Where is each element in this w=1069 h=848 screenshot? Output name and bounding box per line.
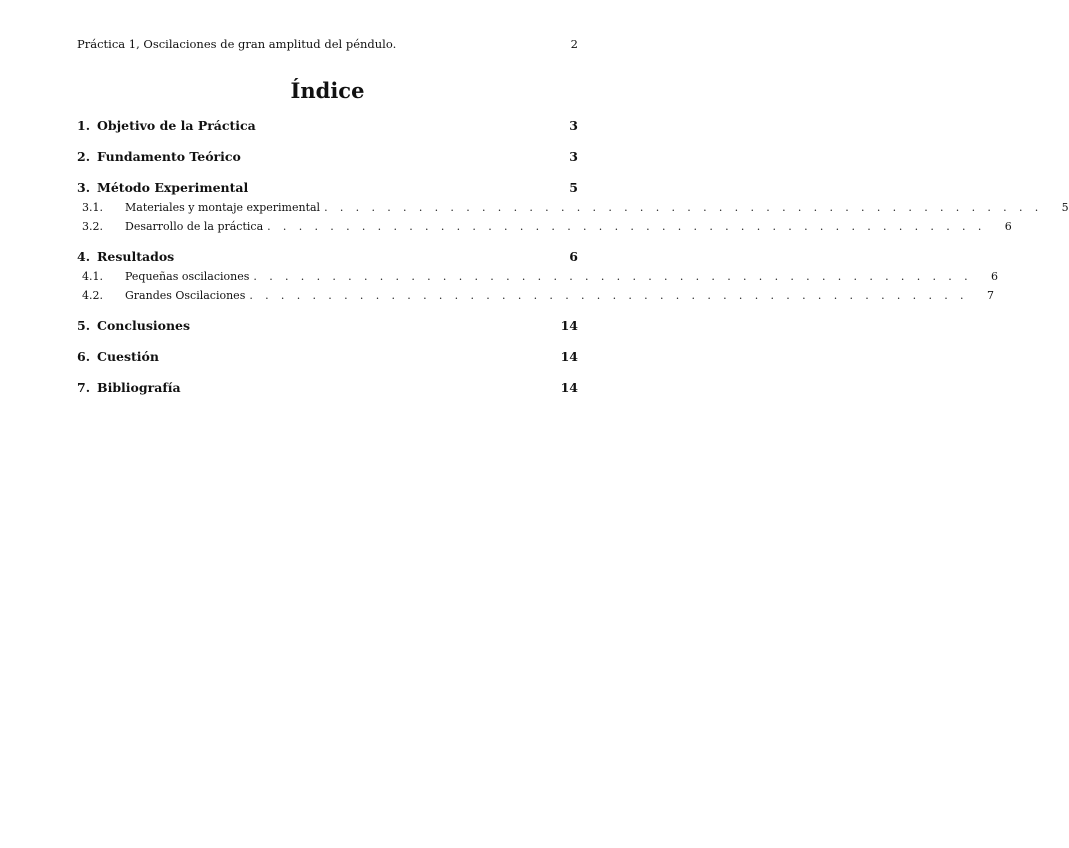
toc-leader-dots: . . . . . . . . . . . . . . . . . . . . . . . . . . . . . . . . . . . . . . . . . . . . . .	[249, 289, 968, 302]
toc-section-title: Bibliografía	[97, 380, 181, 395]
toc-subsection-3-1[interactable]	[77, 201, 1069, 215]
toc-subsection-title: Grandes Oscilaciones	[125, 289, 246, 302]
toc-section-title: Fundamento Teórico	[97, 149, 241, 164]
toc-section-page: 14	[560, 318, 578, 333]
toc-section-number: 5.	[77, 318, 91, 333]
toc-section-number: 4.	[77, 249, 91, 264]
toc-section-page: 5	[569, 180, 578, 195]
toc-section-title: Objetivo de la Práctica	[97, 118, 256, 133]
toc-section-page: 14	[560, 349, 578, 364]
toc-subsection-page: 5	[1061, 201, 1069, 214]
toc-section-number: 2.	[77, 149, 91, 164]
toc-subsection-number: 4.2.	[82, 289, 103, 302]
toc-section-3[interactable]	[77, 180, 578, 196]
toc-section-number: 3.	[77, 180, 91, 195]
running-title: Práctica 1, Oscilaciones de gran amplitud del péndulo.	[77, 37, 397, 51]
toc-subsection-4-1[interactable]	[77, 270, 998, 284]
toc-subsection-title: Pequeñas oscilaciones	[125, 270, 250, 283]
toc-leader-dots: . . . . . . . . . . . . . . . . . . . . . . . . . . . . . . . . . . . . . . . . . . . . . .	[324, 201, 1043, 214]
toc-subsection-title: Materiales y montaje experimental	[125, 201, 321, 214]
toc-subsection-number: 4.1.	[82, 270, 103, 283]
toc-section-title: Cuestión	[97, 349, 159, 364]
toc-section-2[interactable]	[77, 149, 578, 165]
toc-section-4[interactable]	[77, 249, 578, 265]
toc-title: Índice	[290, 78, 365, 103]
page-number: 2	[570, 37, 578, 51]
toc-subsection-page: 6	[1004, 220, 1012, 233]
toc-section-1[interactable]	[77, 118, 578, 134]
toc-leader-dots: . . . . . . . . . . . . . . . . . . . . . . . . . . . . . . . . . . . . . . . . . . . . . .	[267, 220, 986, 233]
toc-section-6[interactable]	[77, 349, 578, 365]
toc-subsection-3-2[interactable]	[77, 220, 1012, 234]
toc-leader-dots: . . . . . . . . . . . . . . . . . . . . . . . . . . . . . . . . . . . . . . . . . . . . . .	[253, 270, 972, 283]
running-header	[77, 36, 578, 52]
toc-subsection-title: Desarrollo de la práctica	[125, 220, 264, 233]
toc-section-title: Método Experimental	[97, 180, 249, 195]
toc-subsection-number: 3.1.	[82, 201, 103, 214]
toc-section-title: Resultados	[97, 249, 175, 264]
table-of-contents	[77, 118, 1069, 396]
toc-section-5[interactable]	[77, 318, 578, 334]
toc-section-number: 7.	[77, 380, 91, 395]
toc-subsection-number: 3.2.	[82, 220, 103, 233]
toc-section-page: 3	[569, 149, 578, 164]
toc-section-title: Conclusiones	[97, 318, 191, 333]
toc-subsection-4-2[interactable]	[77, 289, 994, 303]
toc-subsection-page: 7	[986, 289, 994, 302]
toc-section-7[interactable]	[77, 380, 578, 396]
toc-section-number: 6.	[77, 349, 91, 364]
toc-section-page: 6	[569, 249, 578, 264]
toc-section-page: 3	[569, 118, 578, 133]
toc-subsection-page: 6	[991, 270, 998, 283]
toc-section-number: 1.	[77, 118, 91, 133]
toc-section-page: 14	[560, 380, 578, 395]
